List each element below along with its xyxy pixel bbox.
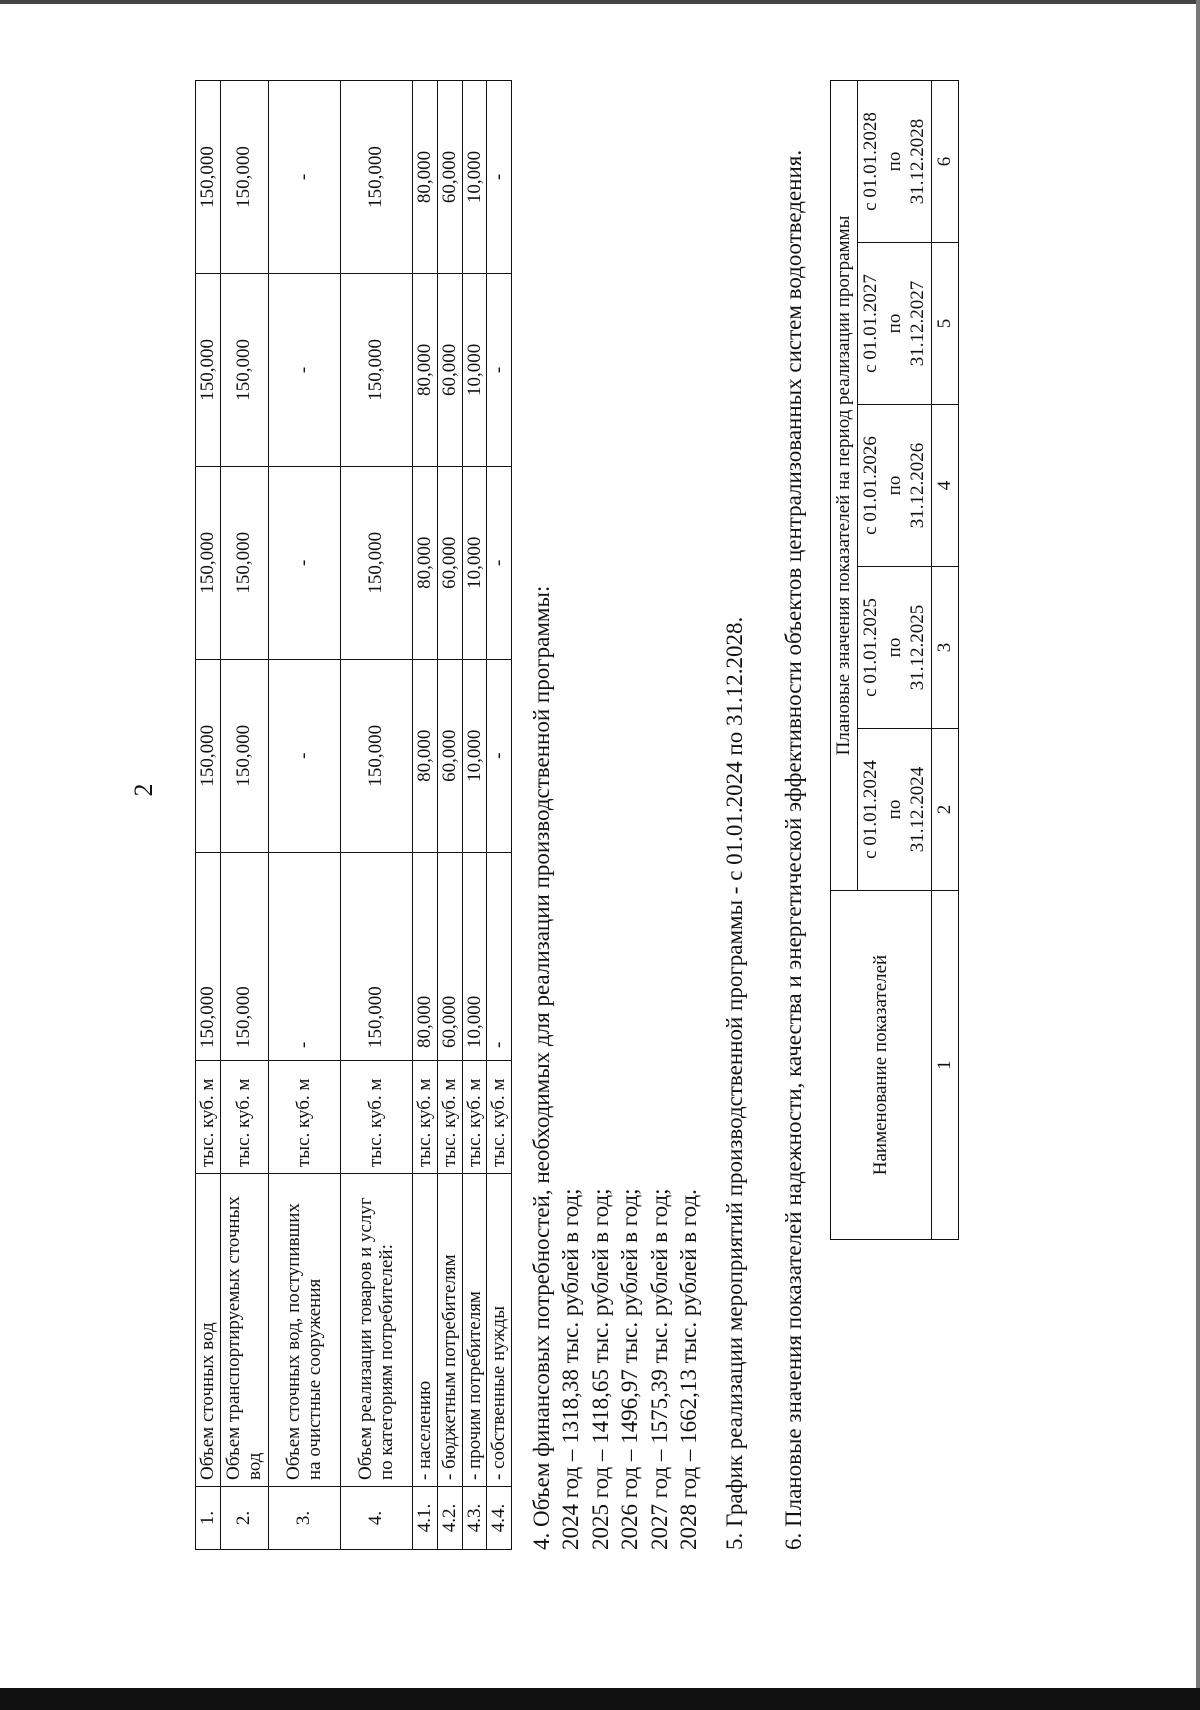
table-row [437, 81, 462, 1550]
financial-needs-line: 2026 год – 1496,97 тыс. рублей в год; [617, 1188, 643, 1550]
table-row [268, 81, 340, 1550]
row-value: 150,000 [196, 852, 221, 1060]
financial-needs-heading: 4. Объем финансовых потребностей, необходимых для реализации производственной программы: [529, 585, 554, 1550]
row-unit: тыс. куб. м [462, 1061, 487, 1174]
row-value: 80,000 [412, 273, 437, 466]
column-number: 5 [932, 243, 959, 405]
scan-edge-top [0, 0, 1200, 4]
row-value: - [487, 659, 512, 852]
row-unit: тыс. куб. м [268, 1061, 340, 1174]
row-unit: тыс. куб. м [487, 1061, 512, 1174]
row-value: - [268, 81, 340, 274]
row-name: Объем сточных вод, поступивших на очистные сооружения [268, 1174, 340, 1487]
row-value: 150,000 [340, 659, 412, 852]
row-number: 4.4. [487, 1487, 512, 1550]
indicator-name-header: Наименование показателей [831, 891, 932, 1240]
row-name: - собственные нужды [487, 1174, 512, 1487]
period-line: 31.12.2028 [907, 118, 929, 205]
row-value: 150,000 [220, 81, 268, 274]
period-line: 31.12.2027 [907, 280, 929, 367]
planned-values-header: Плановые значения показателей на период реализации программы [831, 81, 858, 891]
row-value: 150,000 [340, 273, 412, 466]
row-value: 150,000 [196, 273, 221, 466]
financial-needs-line: 2024 год – 1318,38 тыс. рублей в год; [558, 1188, 584, 1550]
row-name: Объем транспортируемых сточных вод [220, 1174, 268, 1487]
row-value: 150,000 [220, 273, 268, 466]
scan-edge-bottom [0, 1688, 1200, 1710]
table-row [412, 81, 437, 1550]
row-value: - [487, 852, 512, 1060]
row-value: - [487, 81, 512, 274]
row-value: 150,000 [196, 81, 221, 274]
table-row [340, 81, 412, 1550]
period-header [857, 567, 931, 729]
period-line: 31.12.2024 [907, 766, 929, 853]
period-line: по [883, 637, 905, 658]
row-unit: тыс. куб. м [220, 1061, 268, 1174]
row-value: - [268, 466, 340, 659]
row-value: 10,000 [462, 273, 487, 466]
period-line: с 01.01.2028 [859, 112, 881, 211]
row-value: 150,000 [220, 466, 268, 659]
period-line: с 01.01.2025 [859, 598, 881, 697]
row-unit: тыс. куб. м [437, 1061, 462, 1174]
column-number: 1 [932, 891, 959, 1240]
row-value: - [487, 466, 512, 659]
period-line: 31.12.2026 [907, 442, 929, 529]
financial-needs-line: 2027 год – 1575,39 тыс. рублей в год; [646, 1188, 672, 1550]
column-number: 3 [932, 567, 959, 729]
production-volume-table [195, 80, 512, 1550]
row-value: 60,000 [437, 659, 462, 852]
planned-indicators-table [830, 80, 959, 1240]
column-number: 4 [932, 405, 959, 567]
row-value: - [268, 659, 340, 852]
row-value: 10,000 [462, 659, 487, 852]
row-value: 60,000 [437, 273, 462, 466]
row-value: 150,000 [220, 659, 268, 852]
table-row [487, 81, 512, 1550]
row-name: - бюджетным потребителям [437, 1174, 462, 1487]
column-number: 6 [932, 81, 959, 243]
period-line: по [883, 151, 905, 172]
rotated-page [129, 30, 1045, 1550]
period-line: 31.12.2025 [907, 604, 929, 691]
row-unit: тыс. куб. м [412, 1061, 437, 1174]
row-value: 150,000 [220, 852, 268, 1060]
row-value: 60,000 [437, 852, 462, 1060]
row-number: 4.2. [437, 1487, 462, 1550]
financial-needs-line: 2028 год – 1662,13 тыс. рублей в год. [676, 1189, 702, 1550]
row-name: Объем реализации товаров и услуг по категориям потребителей: [340, 1174, 412, 1487]
row-unit: тыс. куб. м [340, 1061, 412, 1174]
row-value: - [268, 852, 340, 1060]
period-header [857, 729, 931, 891]
scan-edge-right [1196, 0, 1200, 1690]
row-value: 60,000 [437, 466, 462, 659]
row-value: 80,000 [412, 466, 437, 659]
row-name: - прочим потребителям [462, 1174, 487, 1487]
row-value: 150,000 [196, 659, 221, 852]
row-number: 4.1. [412, 1487, 437, 1550]
row-value: 10,000 [462, 466, 487, 659]
financial-needs-line: 2025 год – 1418,65 тыс. рублей в год; [587, 1188, 613, 1550]
page-number: 2 [129, 783, 158, 797]
period-line: по [883, 313, 905, 334]
row-value: 10,000 [462, 852, 487, 1060]
period-line: с 01.01.2024 [859, 760, 881, 859]
row-value: 10,000 [462, 81, 487, 274]
row-name: Объем сточных вод [196, 1174, 221, 1487]
period-line: по [883, 475, 905, 496]
financial-needs-section [527, 80, 704, 1550]
period-line: по [883, 799, 905, 820]
table-row [196, 81, 221, 1550]
period-line: с 01.01.2026 [859, 436, 881, 535]
table-row [220, 81, 268, 1550]
row-value: 150,000 [340, 81, 412, 274]
row-value: 60,000 [437, 81, 462, 274]
row-value: 80,000 [412, 659, 437, 852]
row-value: 150,000 [196, 466, 221, 659]
row-number: 2. [220, 1487, 268, 1550]
period-header [857, 81, 931, 243]
schedule-section: 5. График реализации мероприятий производственной программы - с 01.01.2024 по 31.12.2028. [722, 616, 747, 1550]
row-value: - [268, 273, 340, 466]
table-row [462, 81, 487, 1550]
row-value: 150,000 [340, 466, 412, 659]
row-number: 1. [196, 1487, 221, 1550]
period-header [857, 243, 931, 405]
indicators-section: 6. Плановые значения показателей надежности, качества и энергетической эффективности объектов централизованных систем водоотведения. [781, 149, 806, 1550]
row-value: 80,000 [412, 852, 437, 1060]
row-name: - населению [412, 1174, 437, 1487]
row-number: 3. [268, 1487, 340, 1550]
row-unit: тыс. куб. м [196, 1061, 221, 1174]
row-value: 150,000 [340, 852, 412, 1060]
row-number: 4. [340, 1487, 412, 1550]
row-value: - [487, 273, 512, 466]
column-number: 2 [932, 729, 959, 891]
period-header [857, 405, 931, 567]
row-value: 80,000 [412, 81, 437, 274]
row-number: 4.3. [462, 1487, 487, 1550]
period-line: с 01.01.2027 [859, 274, 881, 373]
